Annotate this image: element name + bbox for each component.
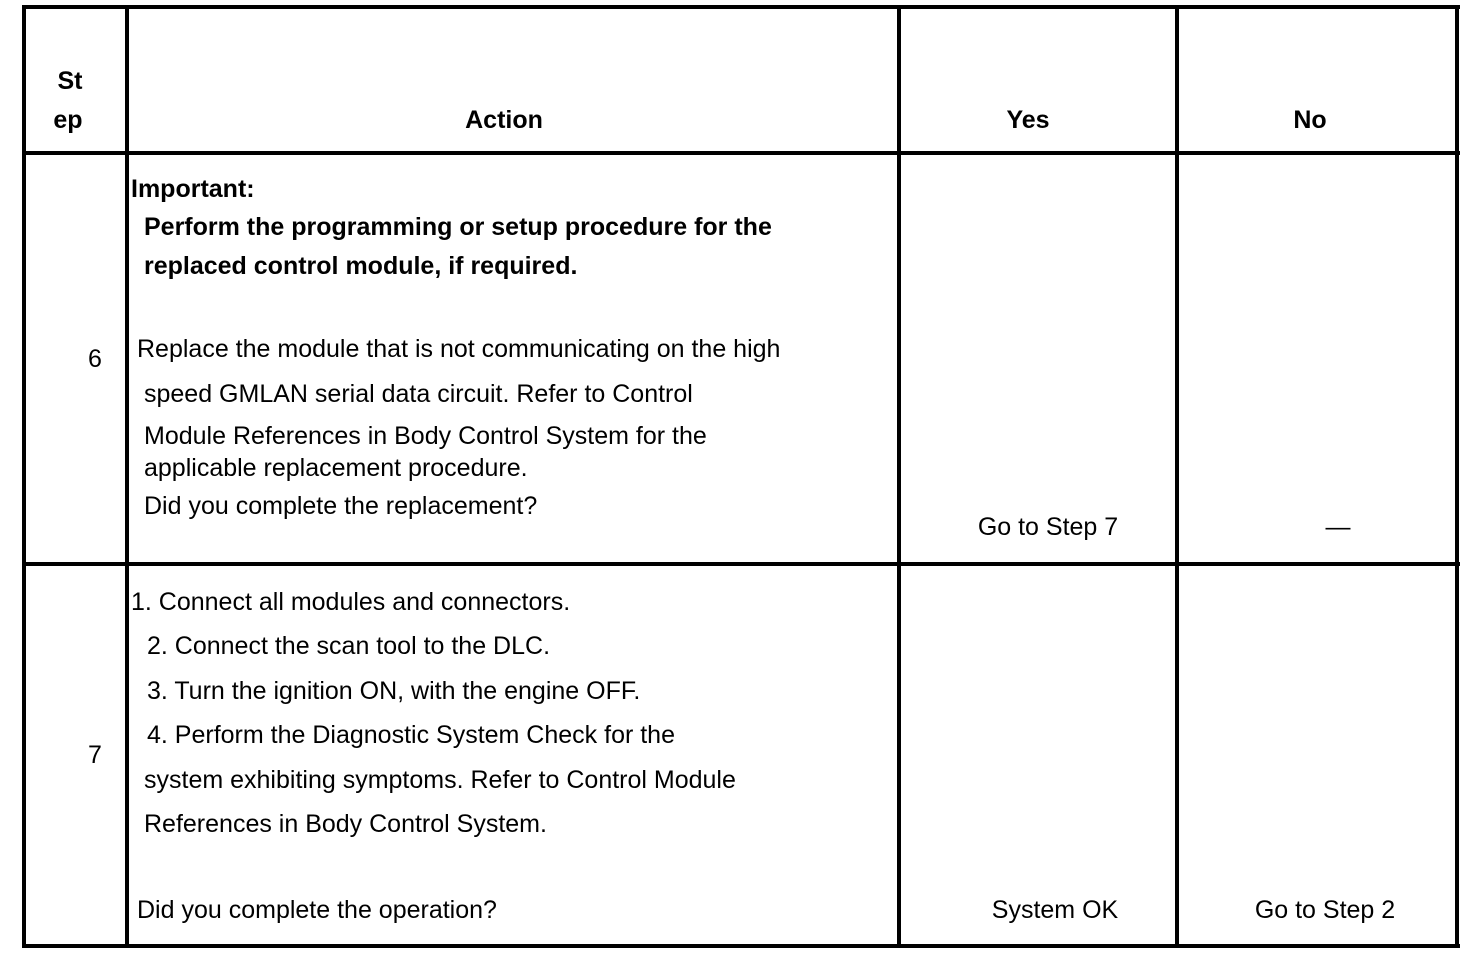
action-text: References in Body Control System. [144,810,547,838]
important-text: replaced control module, if required. [144,252,578,280]
table-border-bottom [22,944,1460,948]
table-border-right [1455,5,1459,948]
column-divider-action [897,5,901,948]
column-divider-yes [1175,5,1179,948]
step-number: 7 [88,741,102,769]
table-border-top [22,5,1460,9]
action-step: 1. Connect all modules and connectors. [131,588,571,616]
important-text: Perform the programming or setup procedure for the [144,213,772,241]
header-step-line1: St [57,67,83,95]
action-step: 3. Turn the ignition ON, with the engine OFF. [147,677,641,705]
table-border-left [22,5,26,948]
action-text: system exhibiting symptoms. Refer to Control Module [144,766,736,794]
yes-result: System OK [991,896,1119,924]
header-no: No [1293,106,1327,134]
yes-result: Go to Step 7 [977,513,1119,541]
header-yes: Yes [1006,106,1050,134]
action-text: speed GMLAN serial data circuit. Refer to Control [144,380,693,408]
action-text: Replace the module that is not communicating on the high [137,335,781,363]
header-action: Action [465,106,543,134]
header-step-line2: ep [53,106,83,134]
no-result: Go to Step 2 [1254,896,1396,924]
action-step: 4. Perform the Diagnostic System Check for the [147,721,675,749]
action-step: 2. Connect the scan tool to the DLC. [147,632,551,660]
action-question: Did you complete the replacement? [144,492,538,520]
action-text: applicable replacement procedure. [144,454,528,482]
no-result: — [1325,513,1351,541]
important-label: Important: [131,175,255,203]
header-divider [22,151,1460,155]
column-divider-step [125,5,129,948]
action-text: Module References in Body Control System for the [144,422,707,450]
action-question: Did you complete the operation? [137,896,497,924]
step-number: 6 [88,345,102,373]
row-divider [22,562,1460,566]
